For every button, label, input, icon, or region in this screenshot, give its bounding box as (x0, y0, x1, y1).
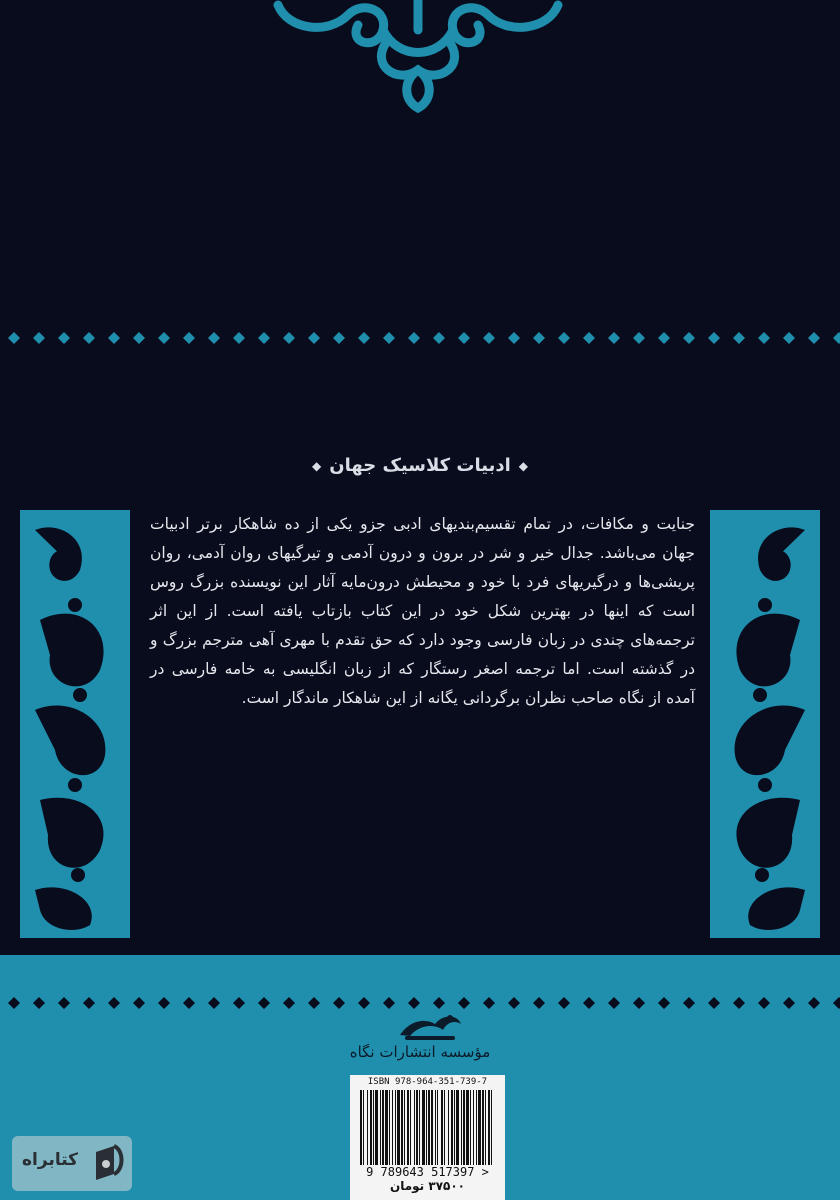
isbn-label: ISBN 978-964-351-739-7 (367, 1077, 488, 1087)
diamond-icon: ◆ (312, 459, 322, 473)
watermark-text: کتابراه (22, 1150, 79, 1170)
barcode-area (350, 1075, 505, 1200)
diamond-band-top (0, 331, 840, 345)
publisher-logo-icon (395, 1010, 465, 1044)
ketabrah-watermark (12, 1136, 132, 1191)
back-cover-blurb: جنایت و مکافات، در تمام تقسیم‌بندیهای ادبی جزو یکی از ده شاهکار برتر ادبیات جهان می‌باشد. جدال خیر و شر در برون و درون آدمی و تیرگیهای روان آدمی، روان پریشی‌ها و درگیریهای فرد با خود و محیطش درون‌مایه آثار این نویسنده بزرگ روس است که اینها در بهترین شکل خود در این کتاب بازتاب یافته است. از این اثر ترجمه‌های چندی در زبان فارسی وجود دارد که حق تقدم با مهری آهی مترجم بزرگ و در گذشته است. اما ترجمه اصغر رستگار که از زبان انگلیسی به خامه فارسی در آمده از نگاه صاحب نظران برگردانی یگانه از این شاهکار ماندگار است. (150, 515, 695, 707)
knot-ornament-icon (268, 0, 568, 115)
barcode (358, 1090, 498, 1165)
arabesque-panel-right (710, 510, 820, 938)
series-title-text: ادبیات کلاسیک جهان (329, 455, 511, 476)
arabesque-panel-left (20, 510, 130, 938)
diamond-band-bottom (0, 996, 840, 1010)
ketabrah-logo-icon (92, 1144, 126, 1182)
barcode-digits: 9 789643 517397 > (366, 1165, 489, 1179)
diamond-icon: ◆ (518, 459, 528, 473)
publisher-name: مؤسسه انتشارات نگاه (349, 1043, 491, 1061)
series-title (0, 455, 840, 476)
price: ۳۷۵۰۰ تومان (389, 1179, 465, 1193)
